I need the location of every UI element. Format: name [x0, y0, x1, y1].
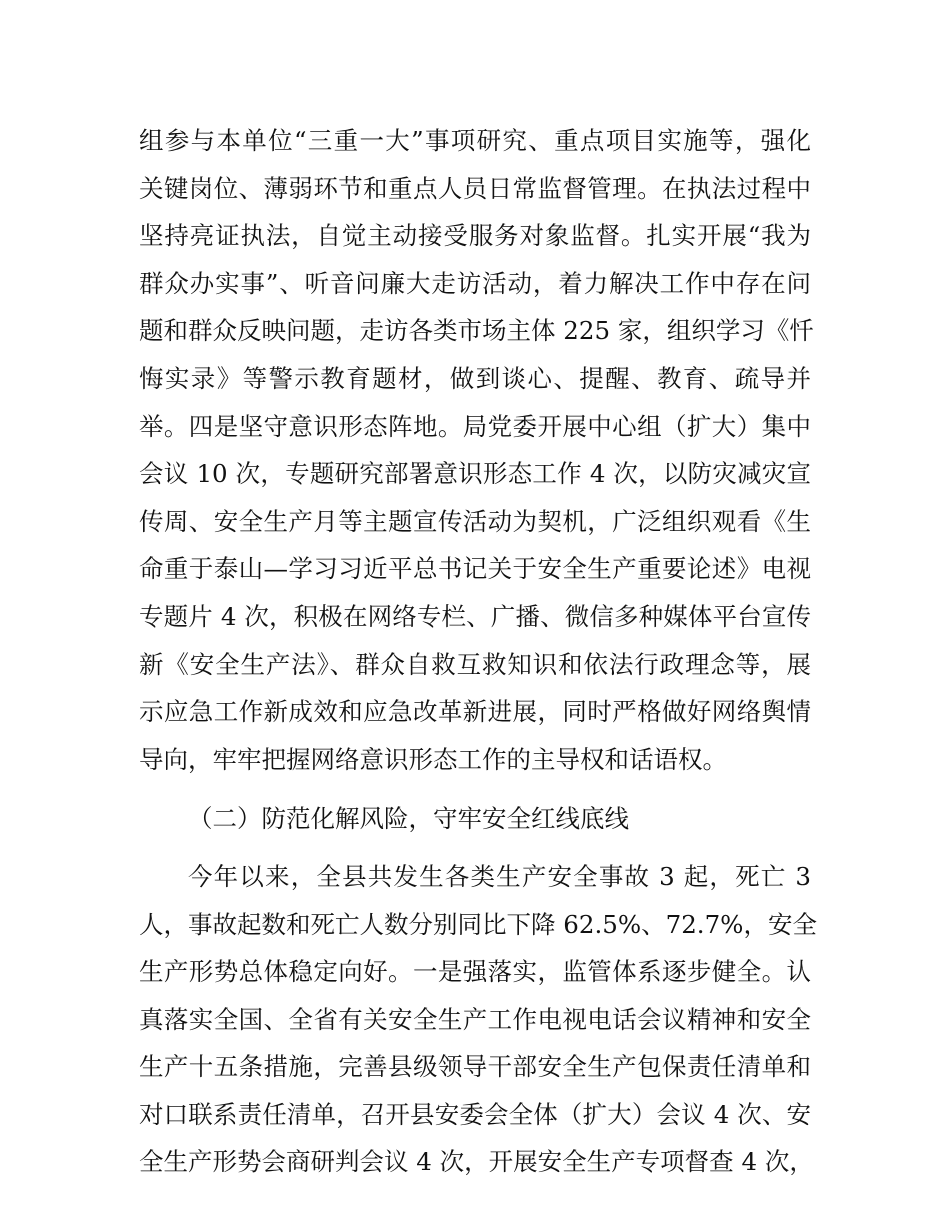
paragraph-1 — [139, 117, 814, 783]
text-line: 关键岗位、薄弱环节和重点人员日常监督管理。在执法过程中 — [139, 173, 811, 203]
text-line: 生产十五条措施，完善县级领导干部安全生产包保责任清单和 — [139, 1052, 811, 1082]
text-line: 新《安全生产法》、群众自救互救知识和依法行政理念等，展 — [139, 649, 811, 679]
text-line: 题和群众反映问题，走访各类市场主体 225 家，组织学习《忏 — [139, 316, 814, 346]
paragraph-gap — [139, 843, 811, 853]
text-line: 命重于泰山—学习习近平总书记关于安全生产重要论述》电视 — [139, 554, 811, 584]
section-heading — [139, 795, 811, 843]
text-line: 对口联系责任清单，召开县安委会全体（扩大）会议 4 次、安 — [139, 1099, 811, 1129]
text-line: 导向，牢牢把握网络意识形态工作的主导权和话语权。 — [139, 744, 727, 774]
text-line: 组参与本单位“三重一大”事项研究、重点项目实施等，强化 — [139, 126, 811, 155]
section-heading-text: （二）防范化解风险，守牢安全红线底线 — [188, 804, 629, 834]
text-line: 全生产形势会商研判会议 4 次，开展安全生产专项督查 4 次， — [139, 1147, 814, 1177]
text-line: 悔实录》等警示教育题材，做到谈心、提醒、教育、疏导并 — [139, 363, 811, 393]
text-line: 群众办实事”、听音问廉大走访活动，着力解决工作中存在问 — [139, 268, 811, 298]
text-line: 生产形势总体稳定向好。一是强落实，监管体系逐步健全。认 — [139, 957, 811, 987]
document-body — [139, 117, 817, 1186]
text-line: 人，事故起数和死亡人数分别同比下降 62.5%、72.7%，安全 — [139, 909, 817, 939]
text-line: 坚持亮证执法，自觉主动接受服务对象监督。扎实开展“我为 — [139, 221, 811, 251]
text-line: 今年以来，全县共发生各类生产安全事故 3 起，死亡 3 — [188, 861, 811, 891]
text-line: 示应急工作新成效和应急改革新进展，同时严格做好网络舆情 — [139, 697, 811, 727]
text-line: 专题片 4 次，积极在网络专栏、广播、微信多种媒体平台宣传 — [139, 601, 811, 631]
text-line: 真落实全国、全省有关安全生产工作电视电话会议精神和安全 — [139, 1004, 811, 1034]
text-line: 会议 10 次，专题研究部署意识形态工作 4 次，以防灾减灾宣 — [139, 459, 811, 489]
paragraph-2 — [139, 853, 817, 1186]
paragraph-gap — [139, 783, 811, 793]
text-line: 举。四是坚守意识形态阵地。局党委开展中心组（扩大）集中 — [139, 411, 811, 441]
text-line: 传周、安全生产月等主题宣传活动为契机，广泛组织观看《生 — [139, 506, 811, 536]
